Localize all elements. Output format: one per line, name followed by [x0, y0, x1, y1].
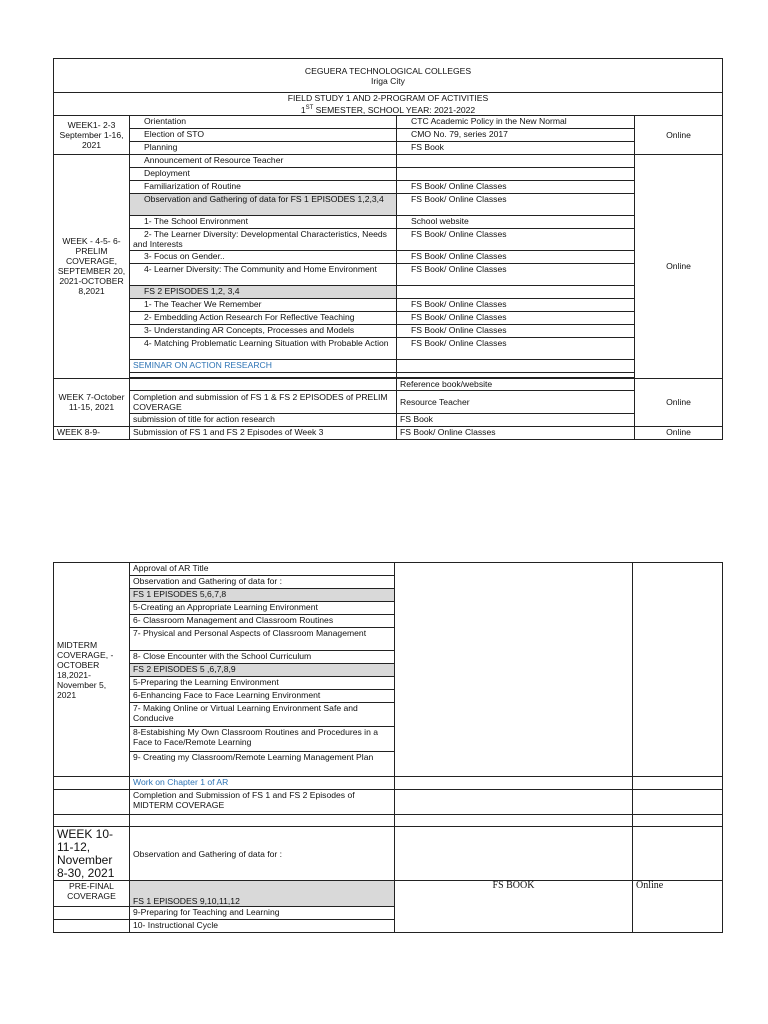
- activity-submission-title: submission of title for action research: [130, 413, 397, 426]
- activity-submission-week3: Submission of FS 1 and FS 2 Episodes of Week 3: [130, 426, 397, 439]
- school-city: Iriga City: [371, 75, 405, 86]
- activity-curriculum: 8- Close Encounter with the School Curriculum: [130, 651, 395, 664]
- semester-sup: ST: [305, 105, 314, 111]
- resource-teacher: FS Book/ Online Classes: [397, 298, 635, 311]
- empty-cell: [633, 790, 723, 815]
- week7-mode: Online: [635, 378, 723, 426]
- empty-cell: [54, 777, 130, 790]
- prefinal-mode: Online: [633, 881, 723, 933]
- activity-preparing-teaching: 9-Preparing for Teaching and Learning: [130, 907, 395, 920]
- resource-learner-diversity: FS Book/ Online Classes: [397, 228, 635, 250]
- resource-empty: [397, 359, 635, 372]
- activities-table-2: [53, 562, 723, 933]
- empty-cell: [54, 815, 130, 827]
- program-title-cell: [54, 93, 723, 116]
- resource-school-website: School website: [397, 215, 635, 228]
- activity-focus-gender: 3- Focus on Gender..: [130, 250, 397, 263]
- activity-online-safe: 7- Making Online or Virtual Learning Environment Safe and Conducive: [130, 703, 395, 727]
- resource-resource-teacher: Resource Teacher: [397, 390, 635, 413]
- empty-cell: [395, 827, 633, 881]
- activity-instructional-cycle: 10- Instructional Cycle: [130, 920, 395, 933]
- activity-observation-week10: Observation and Gathering of data for :: [130, 827, 395, 881]
- activity-election: Election of STO: [130, 128, 397, 141]
- resource-empty: [397, 154, 635, 167]
- activity-creating-environment: 5-Creating an Appropriate Learning Environment: [130, 602, 395, 615]
- midterm-mode-empty: [633, 563, 723, 777]
- activity-observation-midterm: Observation and Gathering of data for :: [130, 576, 395, 589]
- empty-cell: [130, 815, 395, 827]
- resource-fs-book-week7: FS Book: [397, 413, 635, 426]
- resource-gender: FS Book/ Online Classes: [397, 250, 635, 263]
- activity-face-to-face: 6-Enhancing Face to Face Learning Environment: [130, 690, 395, 703]
- activity-classroom-management: 6- Classroom Management and Classroom Routines: [130, 615, 395, 628]
- empty-cell: [54, 920, 130, 933]
- activity-announcement: Announcement of Resource Teacher: [130, 154, 397, 167]
- resource-empty: [397, 285, 635, 298]
- week8-mode: Online: [635, 426, 723, 439]
- semester-number: 1: [300, 104, 306, 115]
- program-title: FIELD STUDY 1 AND 2-PROGRAM OF ACTIVITIES: [287, 93, 489, 103]
- activity-fs1-episodes-9-12: FS 1 EPISODES 9,10,11,12: [130, 881, 395, 907]
- resource-cmo: CMO No. 79, series 2017: [397, 128, 635, 141]
- week1-label: WEEK1- 2-3 September 1-16, 2021: [54, 115, 130, 154]
- activity-completion-prelim: Completion and submission of FS 1 & FS 2 EPISODES of PRELIM COVERAGE: [130, 390, 397, 413]
- activity-school-environment: 1- The School Environment: [130, 215, 397, 228]
- activity-teacher-remember: 1- The Teacher We Remember: [130, 298, 397, 311]
- semester-line: [57, 103, 719, 115]
- resource-community: FS Book/ Online Classes: [397, 263, 635, 285]
- activity-routines: 8-Estabishing My Own Classroom Routines and Procedures in a Face to Face/Remote Learning: [130, 727, 395, 752]
- activities-table-1: [53, 58, 723, 440]
- semester-text: SEMESTER, SCHOOL YEAR: 2021-2022: [313, 104, 476, 115]
- week10-label: WEEK 10-11-12, November 8-30, 2021: [54, 827, 130, 881]
- activity-seminar-ar: SEMINAR ON ACTION RESEARCH: [130, 359, 397, 372]
- week7-label: WEEK 7-October 11-15, 2021: [54, 378, 130, 426]
- week8-label: WEEK 8-9-: [54, 426, 130, 439]
- activity-fs1-episodes-5-8: FS 1 EPISODES 5,6,7,8: [130, 589, 395, 602]
- resource-understanding: FS Book/ Online Classes: [397, 324, 635, 337]
- resource-reference: Reference book/website: [397, 378, 635, 390]
- activity-fs2-episodes-5-9: FS 2 EPISODES 5 ,6,7,8,9: [130, 664, 395, 677]
- week1-mode: Online: [635, 115, 723, 154]
- midterm-label: MIDTERM COVERAGE, -OCTOBER 18,2021-November 5, 2021: [54, 563, 130, 777]
- activity-empty: [130, 378, 397, 390]
- activity-learner-diversity: 2- The Learner Diversity: Developmental Characteristics, Needs and Interests: [130, 228, 397, 250]
- activity-observation-fs1: Observation and Gathering of data for FS 1 EPISODES 1,2,3,4: [130, 193, 397, 215]
- week4-mode: Online: [635, 154, 723, 378]
- activity-physical-aspects: 7- Physical and Personal Aspects of Classroom Management: [130, 628, 395, 651]
- empty-cell: [54, 790, 130, 815]
- activity-community-home: 4- Learner Diversity: The Community and Home Environment: [130, 263, 397, 285]
- activity-embedding-ar: 2- Embedding Action Research For Reflective Teaching: [130, 311, 397, 324]
- activity-familiarization: Familiarization of Routine: [130, 180, 397, 193]
- school-name: CEGUERA TECHNOLOGICAL COLLEGES: [304, 65, 472, 76]
- resource-fs-book: FS Book: [397, 141, 635, 154]
- prefinal-label: PRE-FINAL COVERAGE: [54, 881, 130, 907]
- empty-cell: [633, 815, 723, 827]
- resource-empty: [397, 167, 635, 180]
- resource-matching: FS Book/ Online Classes: [397, 337, 635, 359]
- activity-fs2-episodes: FS 2 EPISODES 1,2, 3,4: [130, 285, 397, 298]
- activity-management-plan: 9- Creating my Classroom/Remote Learning Management Plan: [130, 752, 395, 777]
- activity-preparing-environment: 5-Preparing the Learning Environment: [130, 677, 395, 690]
- empty-cell: [395, 777, 633, 790]
- resource-ctc-policy: CTC Academic Policy in the New Normal: [397, 115, 635, 128]
- empty-cell: [395, 815, 633, 827]
- activity-deployment: Deployment: [130, 167, 397, 180]
- empty-cell: [395, 790, 633, 815]
- empty-cell: [633, 827, 723, 881]
- activity-orientation: Orientation: [130, 115, 397, 128]
- activity-completion-midterm: Completion and Submission of FS 1 and FS 2 Episodes of MIDTERM COVERAGE: [130, 790, 395, 815]
- midterm-resource-empty: [395, 563, 633, 777]
- school-header-cell: [54, 59, 723, 93]
- resource-familiarization: FS Book/ Online Classes: [397, 180, 635, 193]
- activity-understanding-ar: 3- Understanding AR Concepts, Processes and Models: [130, 324, 397, 337]
- activity-approval-ar: Approval of AR Title: [130, 563, 395, 576]
- resource-observation: FS Book/ Online Classes: [397, 193, 635, 215]
- empty-cell: [633, 777, 723, 790]
- activity-matching: 4- Matching Problematic Learning Situation with Probable Action: [130, 337, 397, 359]
- week4-label: WEEK - 4-5- 6-PRELIM COVERAGE, SEPTEMBER 20, 2021-OCTOBER 8,2021: [54, 154, 130, 378]
- prefinal-resource: FS BOOK: [395, 881, 633, 933]
- activity-work-chapter: Work on Chapter 1 of AR: [130, 777, 395, 790]
- resource-embedding: FS Book/ Online Classes: [397, 311, 635, 324]
- activity-planning: Planning: [130, 141, 397, 154]
- empty-cell: [54, 907, 130, 920]
- resource-week8: FS Book/ Online Classes: [397, 426, 635, 439]
